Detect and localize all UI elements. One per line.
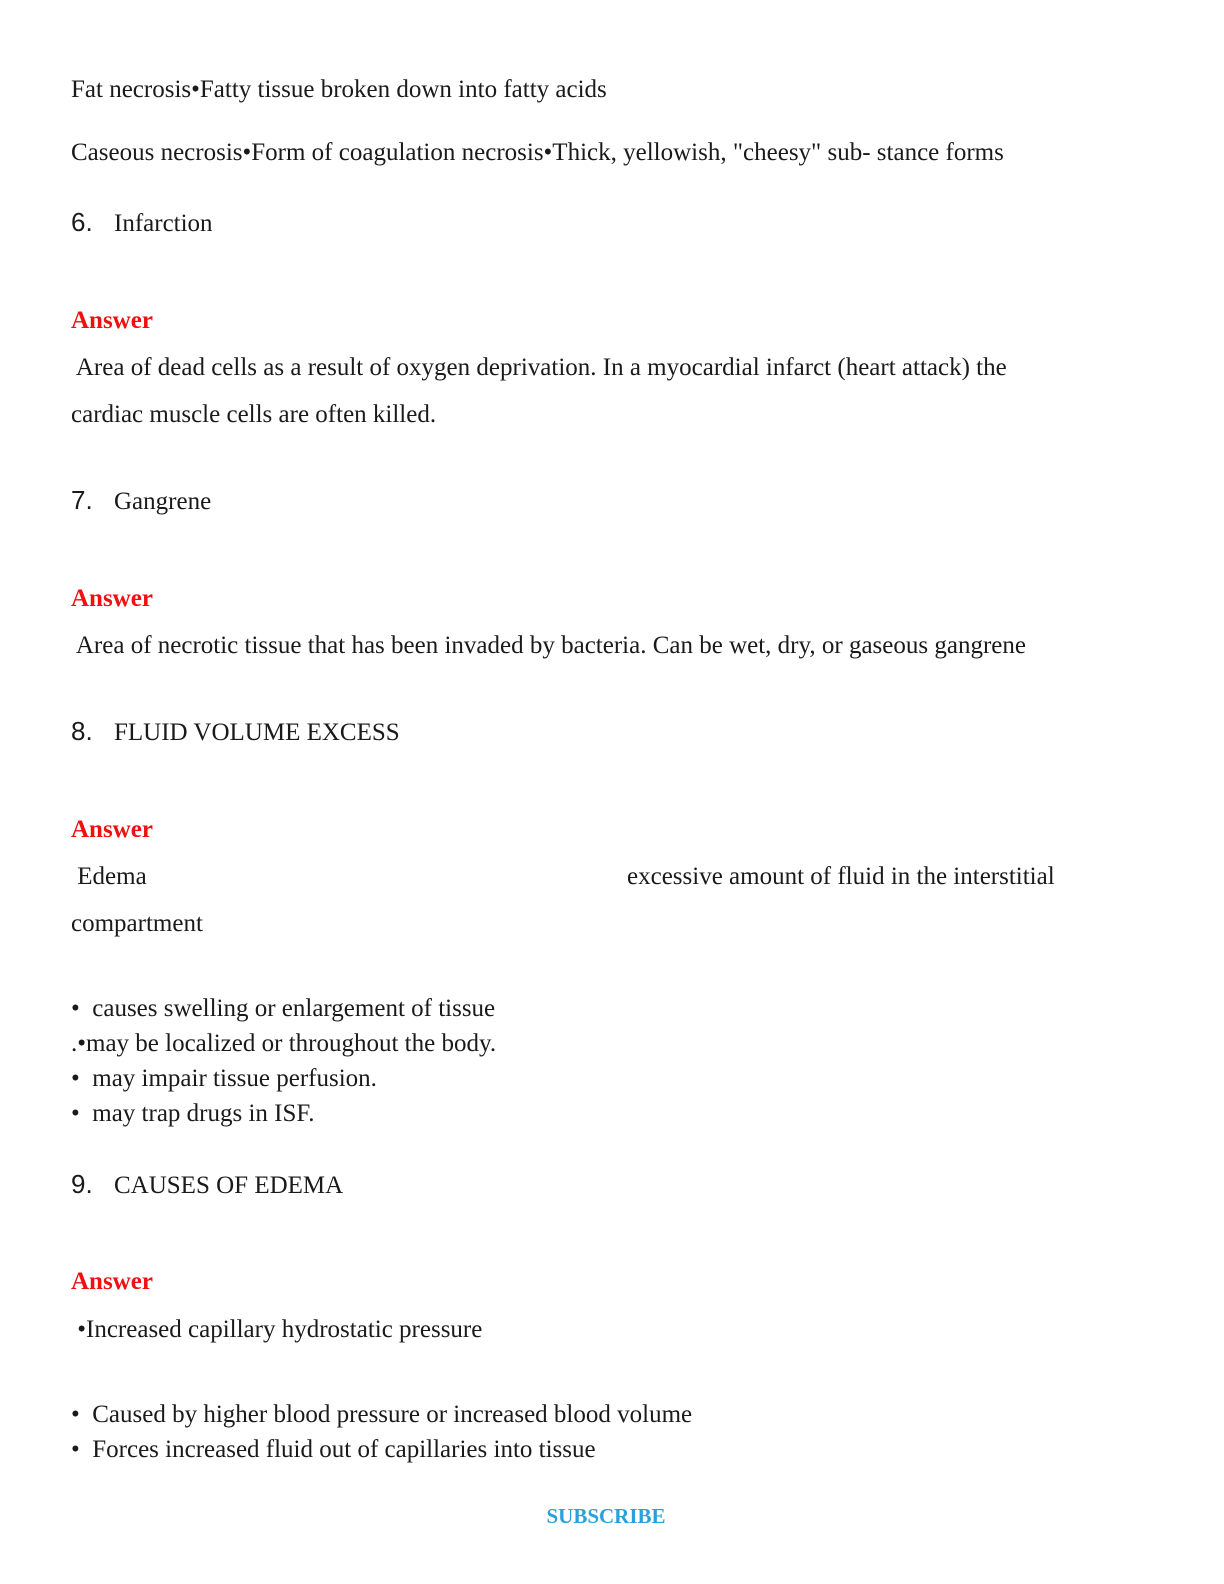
caseous-necrosis-text: Caseous necrosis•Form of coagulation necrosis•Thick, yellowish, "cheesy" sub- stance forms — [71, 139, 1004, 166]
bullet-item: • may trap drugs in ISF. — [71, 1100, 315, 1127]
bullet-item: .•may be localized or throughout the body. — [71, 1030, 497, 1057]
answer-text: compartment — [71, 910, 203, 937]
bullet-item: • Caused by higher blood pressure or increased blood volume — [71, 1401, 693, 1428]
question-number: 6. — [71, 207, 93, 237]
answer-text: Area of necrotic tissue that has been invaded by bacteria. Can be wet, dry, or gaseous gangrene — [71, 632, 1026, 659]
question-title: Gangrene — [114, 488, 212, 515]
question-title: CAUSES OF EDEMA — [114, 1172, 344, 1199]
question-6-heading — [71, 209, 213, 236]
question-7-heading — [71, 487, 211, 514]
question-number: 9. — [71, 1169, 93, 1199]
answer-term: Edema — [71, 863, 147, 890]
answer-label: Answer — [71, 307, 153, 334]
question-9-heading — [71, 1171, 343, 1198]
subscribe-link[interactable]: SUBSCRIBE — [546, 1504, 666, 1528]
answer-label: Answer — [71, 585, 153, 612]
answer-text: •Increased capillary hydrostatic pressure — [71, 1316, 483, 1343]
bullet-item: • Forces increased fluid out of capillaries into tissue — [71, 1436, 596, 1463]
question-number: 7. — [71, 485, 93, 515]
bullet-item: • may impair tissue perfusion. — [71, 1065, 377, 1092]
question-title: FLUID VOLUME EXCESS — [114, 719, 400, 746]
question-title: Infarction — [114, 210, 213, 237]
question-number: 8. — [71, 716, 93, 746]
answer-label: Answer — [71, 816, 153, 843]
bullet-item: • causes swelling or enlargement of tissue — [71, 995, 496, 1022]
answer-text: Area of dead cells as a result of oxygen deprivation. In a myocardial infarct (heart attack) the — [71, 354, 1007, 381]
answer-label: Answer — [71, 1268, 153, 1295]
answer-text: cardiac muscle cells are often killed. — [71, 401, 437, 428]
fat-necrosis-text: Fat necrosis•Fatty tissue broken down into fatty acids — [71, 76, 607, 103]
answer-definition: excessive amount of fluid in the interstitial — [627, 863, 1055, 890]
question-8-heading — [71, 718, 400, 745]
